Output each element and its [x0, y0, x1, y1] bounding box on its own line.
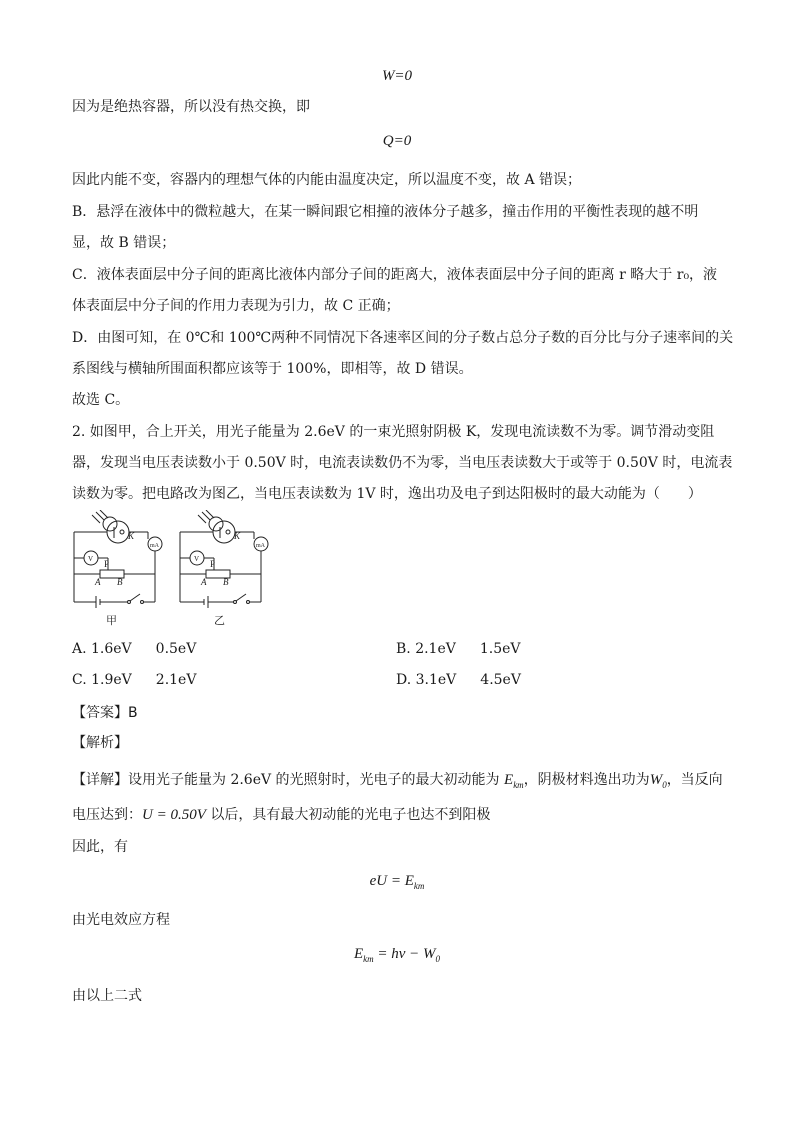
detail-line: 【详解】设用光子能量为 2.6eV 的光照射时，光电子的最大初动能为 $E_{km}$，阴极材料逸出功为$W_0$，当反向: [72, 772, 723, 790]
label-p: P: [104, 559, 110, 569]
e-km-symbol: $E_{km}$: [504, 772, 524, 790]
equation-w-zero: W=0: [381, 68, 413, 84]
voltage-equation: U = 0.50V: [142, 807, 206, 823]
label-a: A: [95, 577, 101, 587]
option-d[interactable]: D. 3.1eV 4.5eV: [396, 672, 521, 688]
label-ma: mA: [150, 543, 159, 549]
w0-symbol: $W_0$: [649, 772, 667, 790]
text-line: 因为是绝热容器，所以没有热交换，即: [72, 99, 310, 115]
circuit-figure: [66, 510, 286, 630]
label-ma: mA: [256, 543, 265, 549]
text-line: 系图线与横轴所围面积都应该等于 100%，即相等，故 D 错误。: [72, 361, 473, 377]
figure-caption-left: 甲: [106, 615, 117, 627]
phototube-icon: [213, 521, 235, 543]
phototube-icon: [107, 521, 129, 543]
option-b[interactable]: B. 2.1eV 1.5eV: [396, 641, 521, 657]
text-line: C．液体表面层中分子间的距离比液体内部分子间的距离大，液体表面层中分子间的距离 r 略大于 r₀，液: [72, 267, 718, 283]
text-line: B．悬浮在液体中的微粒越大，在某一瞬间跟它相撞的液体分子越多，撞击作用的平衡性表现的越不明: [72, 204, 699, 220]
text-line: 体表面层中分子间的作用力表现为引力，故 C 正确；: [72, 298, 400, 314]
option-a[interactable]: A. 1.6eV 0.5eV: [72, 641, 197, 657]
answer-label: 【答案】B: [72, 705, 138, 721]
question-text: 读数为零。把电路改为图乙，当电压表读数为 1V 时，逸出功及电子到达阳极时的最大动能为（ ）: [72, 486, 702, 502]
label-v: V: [88, 555, 94, 563]
question-text: 2. 如图甲，合上开关，用光子能量为 2.6eV 的一束光照射阴极 K，发现电流读数不为零。调节滑动变阻: [72, 424, 715, 440]
label-b: B: [223, 577, 229, 587]
equation-q-zero: Q=0: [382, 133, 412, 149]
text-line: 由以上二式: [72, 988, 142, 1004]
equation-photoelectric: $E_{km} = h\nu - W_0$: [353, 946, 441, 964]
text-line: 显，故 B 错误；: [72, 235, 176, 251]
label-k: K: [234, 531, 241, 541]
label-p: P: [210, 559, 216, 569]
figure-caption-right: 乙: [214, 615, 225, 627]
option-c[interactable]: C. 1.9eV 2.1eV: [72, 672, 197, 688]
label-v: V: [194, 555, 200, 563]
analysis-label: 【解析】: [72, 735, 128, 751]
text-line: 因此，有: [72, 839, 128, 855]
label-b: B: [117, 577, 123, 587]
question-text: 器，发现当电压表读数小于 0.50V 时，电流表读数仍不为零，当电压表读数大于或等于 0.50V 时，电流表: [72, 455, 733, 471]
label-k: K: [128, 531, 135, 541]
detail-line-2: 电压达到：U = 0.50V 以后，具有最大初动能的光电子也达不到阳极: [72, 807, 491, 823]
text-line: 由光电效应方程: [72, 912, 170, 928]
equation-eu: eU = $E_{km}$: [369, 873, 425, 891]
text-line: 因此内能不变，容器内的理想气体的内能由温度决定，所以温度不变，故 A 错误；: [72, 172, 582, 188]
text-line: D．由图可知，在 0℃和 100℃两种不同情况下各速率区间的分子数占总分子数的百分比与分子速率间的关: [72, 330, 734, 346]
switch-icon: [130, 594, 140, 601]
label-a: A: [201, 577, 207, 587]
switch-icon: [236, 594, 246, 601]
text-line: 故选 C。: [72, 392, 130, 408]
